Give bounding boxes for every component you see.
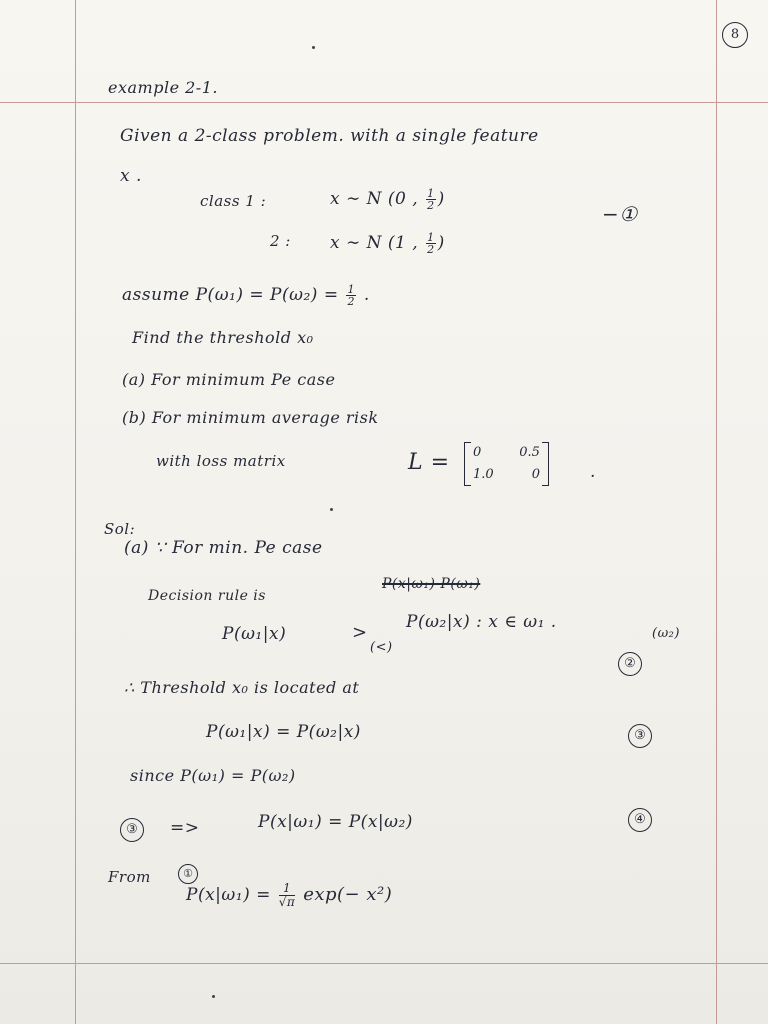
matrix-cell: 1.0 xyxy=(473,467,494,482)
sol-label: Sol: xyxy=(104,520,136,538)
rule-lt: (<) xyxy=(370,640,393,655)
equation-3-tag: ③ xyxy=(628,724,652,748)
rule-left: P(ω₁|x) xyxy=(222,624,287,644)
prior-fraction xyxy=(346,284,356,307)
ink-dot xyxy=(312,46,315,49)
pdf-coef-numerator: 1 xyxy=(279,882,296,896)
bottom-margin-line xyxy=(0,963,768,964)
struck-text: P(x|ω₁) P(ω₁) xyxy=(382,576,481,592)
part-b: (b) For minimum average risk xyxy=(122,408,379,427)
class2-distribution xyxy=(330,232,445,255)
threshold-line: ∴ Threshold x₀ is located at xyxy=(124,678,360,697)
prior-denominator: 2 xyxy=(347,295,355,308)
loss-matrix xyxy=(464,442,549,486)
prior-numerator: 1 xyxy=(347,283,355,296)
pdf-exponential: exp(− x²) xyxy=(303,884,393,905)
matrix-cell: 0 xyxy=(531,467,540,482)
class2-dist-close: ) xyxy=(437,233,445,253)
class2-label: 2 : xyxy=(270,232,291,250)
pdf-equation xyxy=(186,882,392,909)
pdf-coefficient xyxy=(279,882,296,909)
equation-3: P(ω₁|x) = P(ω₂|x) xyxy=(206,722,361,742)
assume-line xyxy=(122,284,370,307)
class2-variance xyxy=(426,232,436,255)
equation-3-ref: ③ xyxy=(120,818,144,842)
variance-denominator: 2 xyxy=(427,243,435,256)
from-label: From xyxy=(108,868,151,886)
variance-denominator: 2 xyxy=(427,199,435,212)
since-line: since P(ω₁) = P(ω₂) xyxy=(130,766,296,785)
matrix-cell: 0 xyxy=(473,445,482,460)
top-margin-line xyxy=(0,102,768,103)
ink-dot xyxy=(330,508,333,511)
implies-arrow: => xyxy=(170,818,200,838)
equation-1-tag: −① xyxy=(602,202,638,226)
loss-matrix-row-2 xyxy=(473,464,540,486)
rule-right: P(ω₂|x) : x ∈ ω₁ . xyxy=(406,612,557,632)
ink-dot xyxy=(212,995,215,998)
class1-label: class 1 : xyxy=(200,192,267,210)
right-margin-line xyxy=(716,0,717,1024)
problem-line-1: Given a 2-class problem. with a single feature xyxy=(120,126,539,146)
variance-numerator: 1 xyxy=(427,231,435,244)
loss-matrix-eq: L = xyxy=(408,450,450,475)
left-margin-line xyxy=(75,0,76,1024)
equation-2-tag: ② xyxy=(618,652,642,676)
class1-variance xyxy=(426,188,436,211)
class1-dist-text: x ∼ N (0 , xyxy=(330,189,419,209)
find-line: Find the threshold x₀ xyxy=(132,328,314,347)
rule-omega2: (ω₂) xyxy=(652,626,680,641)
page-number: 8 xyxy=(722,22,748,48)
part-a: (a) For minimum Pe case xyxy=(122,370,336,389)
equation-4-tag: ④ xyxy=(628,808,652,832)
loss-matrix-row-1 xyxy=(473,442,540,464)
matrix-cell: 0.5 xyxy=(519,445,540,460)
assume-text: assume P(ω₁) = P(ω₂) = xyxy=(122,285,339,305)
matrix-end: . xyxy=(590,462,596,482)
loss-matrix-label: with loss matrix xyxy=(156,452,286,470)
from-ref: ① xyxy=(178,864,198,884)
class2-dist-text: x ∼ N (1 , xyxy=(330,233,419,253)
decision-rule-label: Decision rule is xyxy=(148,588,266,604)
pdf-left: P(x|ω₁) = xyxy=(186,885,271,905)
class1-dist-close: ) xyxy=(437,189,445,209)
example-heading: example 2-1. xyxy=(108,78,218,97)
equation-4: P(x|ω₁) = P(x|ω₂) xyxy=(258,812,413,832)
variance-numerator: 1 xyxy=(427,187,435,200)
rule-gt: > xyxy=(352,622,368,643)
pdf-coef-denominator: √π xyxy=(278,895,296,909)
assume-end: . xyxy=(363,285,370,305)
sol-case-a: (a) ∵ For min. Pe case xyxy=(124,538,323,558)
class1-distribution xyxy=(330,188,445,211)
problem-line-2: x . xyxy=(120,166,142,186)
